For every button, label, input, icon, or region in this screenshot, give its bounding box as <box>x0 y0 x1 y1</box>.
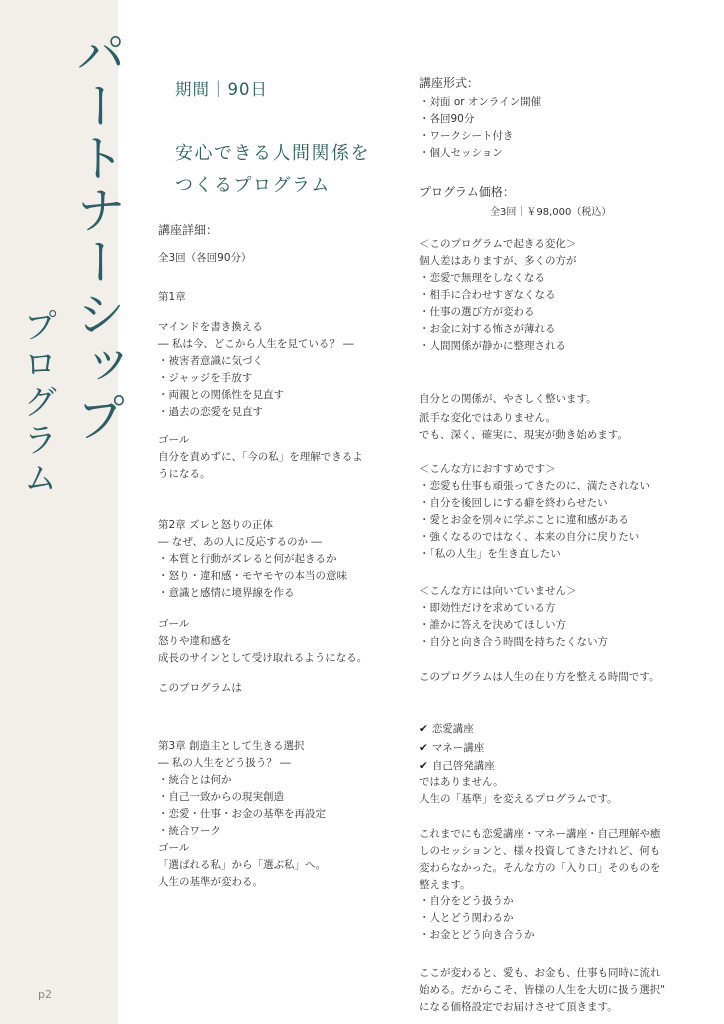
this-program-text: このプログラムは <box>158 682 242 694</box>
price-label: プログラム価格： <box>419 185 515 199</box>
vertical-title: パートナーシップ <box>68 28 126 444</box>
chapter2-body: 第2章 ズレと怒りの正体 ― なぜ、あの人に反応するのか ― ・本質と行動がズレると何が起きるか ・怒り・違和感・モヤモヤの本当の意味 ・意識と感情に境界線を作る <box>158 519 347 599</box>
check-icon: ✔ <box>419 741 428 754</box>
vertical-subtitle: プログラム <box>17 308 57 498</box>
details-label: 講座詳細： <box>158 223 219 237</box>
sidebar <box>0 0 126 1024</box>
chapter1-body: マインドを書き換える ― 私は今、どこから人生を見ている？ ― ・被害者意識に気づく ・ジャッジを手放す ・両親との関係性を見直す ・過去の恋愛を見直す <box>158 321 354 418</box>
recommended-block: ＜こんな方におすすめです＞ ・恋愛も仕事も頑張ってきたのに、満たされない ・自分を後回しにする癖を終わらせたい ・愛とお金を別々に学ぶことに違和感がある ・強くなるのではなく、本来の自分に戻りたい ・「私の人生」を生き直したい <box>419 463 650 560</box>
check-item <box>419 757 495 776</box>
format-label: 講座形式： <box>419 76 480 90</box>
relationship-line: 自分との関係が、やさしく整います。 <box>419 393 597 405</box>
time-statement: このプログラムは人生の在り方を整える時間です。 <box>419 671 660 683</box>
headline: 安心できる人間関係を つくるプログラム <box>175 143 370 196</box>
sessions-text: 全3回（各回90分） <box>158 252 252 264</box>
check-icon: ✔ <box>419 760 428 772</box>
check-label: 自己啓発講座 <box>431 760 495 772</box>
check-list <box>419 720 495 776</box>
page-number: p2 <box>38 988 52 1001</box>
check-item <box>419 739 495 758</box>
changes-block: ＜このプログラムで起きる変化＞ 個人差はありますが、多くの方が ・恋愛で無理をしなくなる ・相手に合わせすぎなくなる ・仕事の選び方が変わる ・お金に対する怖さが薄れる ・人間関係が静かに整理される <box>419 238 577 352</box>
period-label: 期間｜90日 <box>175 80 268 99</box>
relationship-note: 派手な変化ではありません。 でも、深く、確実に、現実が動き始めます。 <box>419 412 628 441</box>
how-list: ・自分をどう扱うか ・人とどう関わるか ・お金とどう向き合うか <box>419 895 535 941</box>
check-label: 恋愛講座 <box>431 723 474 735</box>
closing-paragraph: ここが変わると、愛も、お金も、仕事も同時に流れ 始める。だからこそ、皆様の人生を大切に扱う選択" になる価格設定でお届けさせて頂きます。 <box>419 967 666 1013</box>
background-paragraph: これまでにも恋愛講座・マネー講座・自己理解や癒 しのセッションと、様々投資してきたけれど、何も 変わらなかった。そんな方の「入り口」そのものを 整えます。 <box>419 828 661 891</box>
chapter1-title: 第1章 <box>158 291 186 303</box>
chapter1-goal: ゴール 自分を責めずに、「今の私」を理解できるよ うになる。 <box>158 434 363 480</box>
not-for-block: ＜こんな方には向いていません＞ ・即効性だけを求めている方 ・誰かに答えを決めてほしい方 ・自分と向き合う時間を持ちたくない方 <box>419 585 608 648</box>
not-statement: ではありません。 人生の「基準」を変えるプログラムです。 <box>419 776 618 805</box>
chapter2-goal: ゴール 怒りや違和感を 成長のサインとして受け取れるようになる。 <box>158 618 368 664</box>
chapter3-body: 第3章 創造主として生きる選択 ― 私の人生をどう扱う？ ― ・統合とは何か ・自己一致からの現実創造 ・恋愛・仕事・お金の基準を再設定 ・統合ワーク ゴール 「選ばれる私」から「選ぶ私」へ。 人生の基準が変わる。 <box>158 740 326 888</box>
check-label: マネー講座 <box>431 741 485 754</box>
check-item <box>419 720 495 739</box>
format-list: ・対面 or オンライン開催 ・各回90分 ・ワークシート付き ・個人セッション <box>419 96 542 159</box>
check-icon: ✔ <box>419 723 428 735</box>
price-value: 全3回｜￥98,000（税込） <box>490 207 612 218</box>
